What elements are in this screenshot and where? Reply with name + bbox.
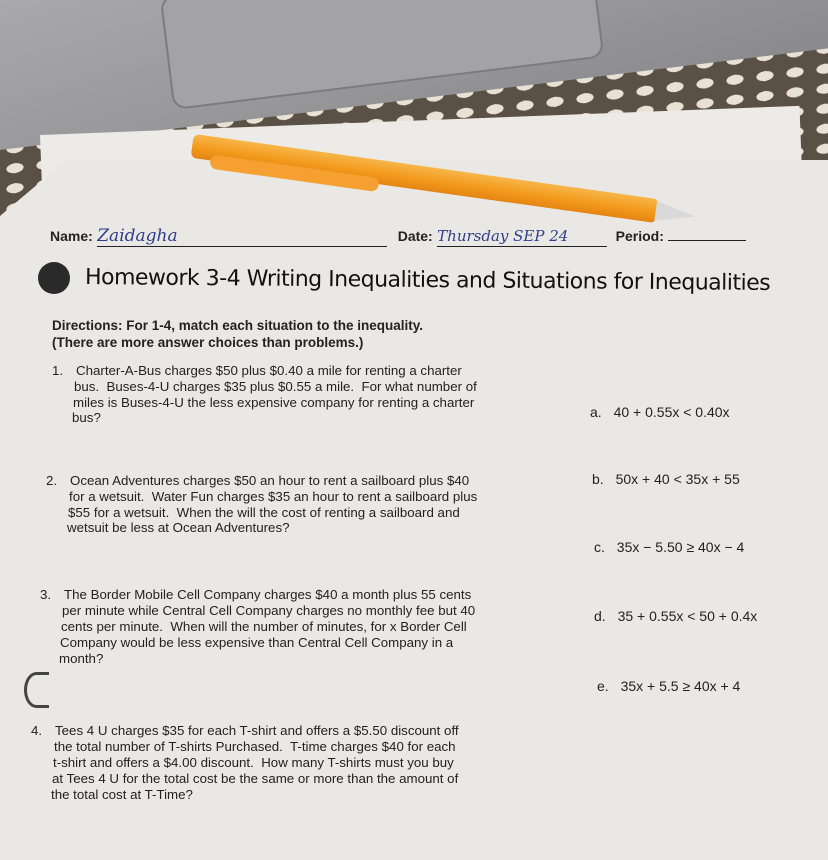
name-label: Name: [50,228,93,244]
question-2-line-1: Ocean Adventures charges $50 an hour to rent a sailboard plus $40 [70,473,470,488]
answer-b-expr: 50x + 40 < 35x + 55 [615,471,740,487]
question-3-line-3: cents per minute. When will the number of minutes, for x Border Cell [61,619,467,634]
question-1-line-4: bus? [72,410,101,425]
question-2-line-4: wetsuit be less at Ocean Adventures? [67,520,290,535]
period-field[interactable] [668,240,746,241]
date-label: Date: [397,228,433,244]
answer-e [597,678,740,694]
answer-b [592,471,740,487]
question-4-line-2: the total number of T-shirts Purchased. T-time charges $40 for each [54,739,456,754]
page-title: Homework 3-4 Writing Inequalities and Situations for Inequalities [84,265,771,296]
date-value: Thursday SEP 24 [437,227,569,245]
question-2-number: 2. [46,473,58,488]
answer-e-letter: e. [597,678,609,694]
question-1-line-2: bus. Buses-4-U charges $35 plus $0.55 a mile. For what number of [74,379,477,394]
answer-d [594,608,757,624]
question-3-line-5: month? [59,651,104,666]
answer-e-expr: 35x + 5.5 ≥ 40x + 4 [620,678,741,694]
question-3-line-2: per minute while Central Cell Company charges no monthly fee but 40 [62,603,476,618]
answer-a-letter: a. [590,404,602,420]
answer-a-expr: 40 + 0.55x < 0.40x [613,404,730,420]
binder-hole [38,262,70,294]
date-field[interactable] [437,227,607,247]
question-2-line-2: for a wetsuit. Water Fun charges $35 an hour to rent a sailboard plus [69,489,478,504]
binder-hole-edge [24,672,49,708]
pencil-tip [654,201,696,226]
directions-line-2: (There are more answer choices than problems.) [52,335,364,350]
question-3-number: 3. [40,587,52,602]
question-1-number: 1. [52,363,64,378]
question-1-line-3: miles is Buses-4-U the less expensive company for renting a charter [73,395,475,410]
answer-d-expr: 35 + 0.55x < 50 + 0.4x [617,608,758,624]
question-1-line-1: Charter-A-Bus charges $50 plus $0.40 a mile for renting a charter [76,363,462,378]
answer-d-letter: d. [594,608,606,624]
directions-line-1: Directions: For 1-4, match each situation to the inequality. [52,318,424,333]
question-4-line-3: t-shirt and offers a $4.00 discount. How many T-shirts must you buy [53,755,454,770]
answer-c [594,539,744,555]
question-3-line-4: Company would be less expensive than Central Cell Company in a [60,635,454,650]
question-4-line-5: the total cost at T-Time? [51,787,193,802]
question-4-line-4: at Tees 4 U for the total cost be the same or more than the amount of [52,771,459,786]
header-row [50,226,746,247]
name-field[interactable] [97,226,387,247]
answer-a [590,404,730,420]
question-3-line-1: The Border Mobile Cell Company charges $40 a month plus 55 cents [64,587,472,602]
question-2-line-3: $55 for a wetsuit. When the will the cost of renting a sailboard and [68,505,460,520]
question-4-number: 4. [31,723,43,738]
answer-b-letter: b. [592,471,604,487]
name-value: Zaidagha [97,226,178,246]
answer-c-letter: c. [594,539,605,555]
question-4-line-1: Tees 4 U charges $35 for each T-shirt and offers a $5.50 discount off [55,723,459,738]
period-label: Period: [615,228,664,244]
answer-c-expr: 35x − 5.50 ≥ 40x − 4 [616,539,745,555]
